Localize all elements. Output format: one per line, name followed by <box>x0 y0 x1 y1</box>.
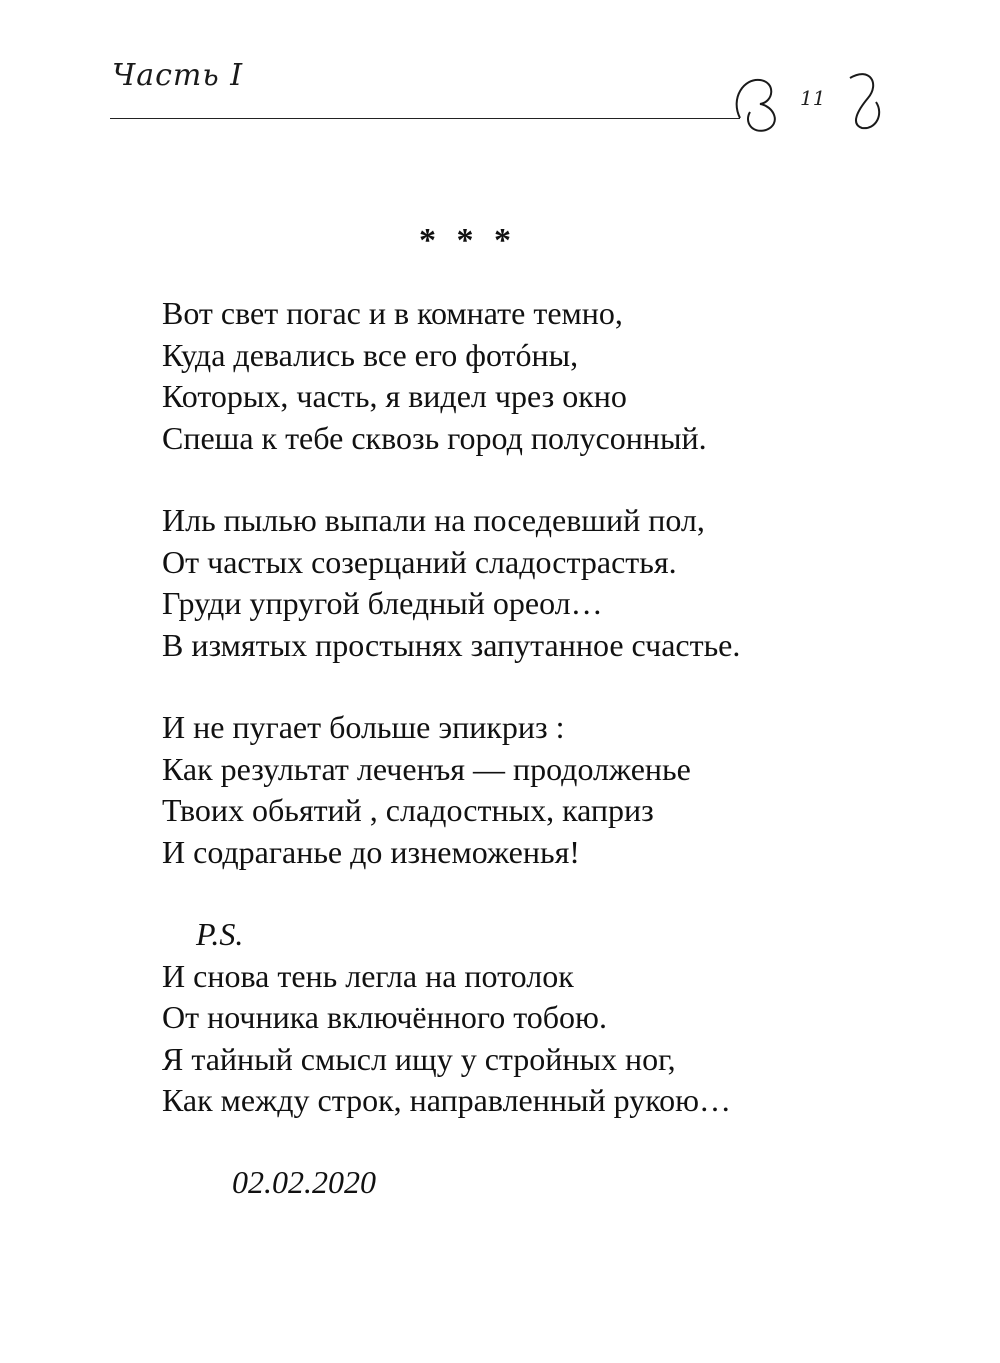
poem-date: 02.02.2020 <box>232 1164 376 1200</box>
header-rule <box>110 118 740 119</box>
poem-line: И содраганье до изнеможенья! <box>162 833 580 870</box>
page-number: 11 <box>800 86 826 110</box>
poem-line: Груди упругой бледный ореол… <box>162 585 603 621</box>
poem-line: Я тайный смысл ищу у стройных ног, <box>162 1040 676 1077</box>
stanza <box>162 293 952 459</box>
poem-line: Твоих обьятий , сладостных, каприз <box>162 792 654 828</box>
right-flourish <box>850 74 879 128</box>
left-flourish <box>737 80 775 131</box>
poem-line: И не пугает больше эпикриз : <box>162 709 565 745</box>
poem-body <box>162 293 952 1163</box>
part-title: Часть I <box>112 58 244 93</box>
poem-line: В измятых простынях запутанное счастье. <box>162 626 741 663</box>
stanza <box>162 500 952 666</box>
poem-line: Спеша к тебе сквозь город полусонный. <box>162 419 707 456</box>
poem-line: Как результат леченъя — продолженье <box>162 750 691 787</box>
poem-line: От частых созерцаний сладострастья. <box>162 543 677 580</box>
poem-line: Вот свет погас и в комнате темно, <box>162 295 623 331</box>
poem-line: Куда девались все его фотóны, <box>162 336 579 373</box>
poem-line: Иль пылью выпали на поседевший пол, <box>162 502 705 538</box>
stanza <box>162 707 952 873</box>
poem-line: От ночника включённого тобою. <box>162 999 607 1035</box>
postscript-label: P.S. <box>196 916 244 952</box>
page-header <box>0 0 1000 160</box>
poem-line: Как между строк, направленный рукою… <box>162 1082 732 1118</box>
section-separator: * * * <box>419 222 517 259</box>
postscript <box>162 914 952 1122</box>
poem-line: Которых, часть, я видел чрез окно <box>162 378 627 414</box>
poem-line: И снова тень легла на потолок <box>162 957 574 994</box>
